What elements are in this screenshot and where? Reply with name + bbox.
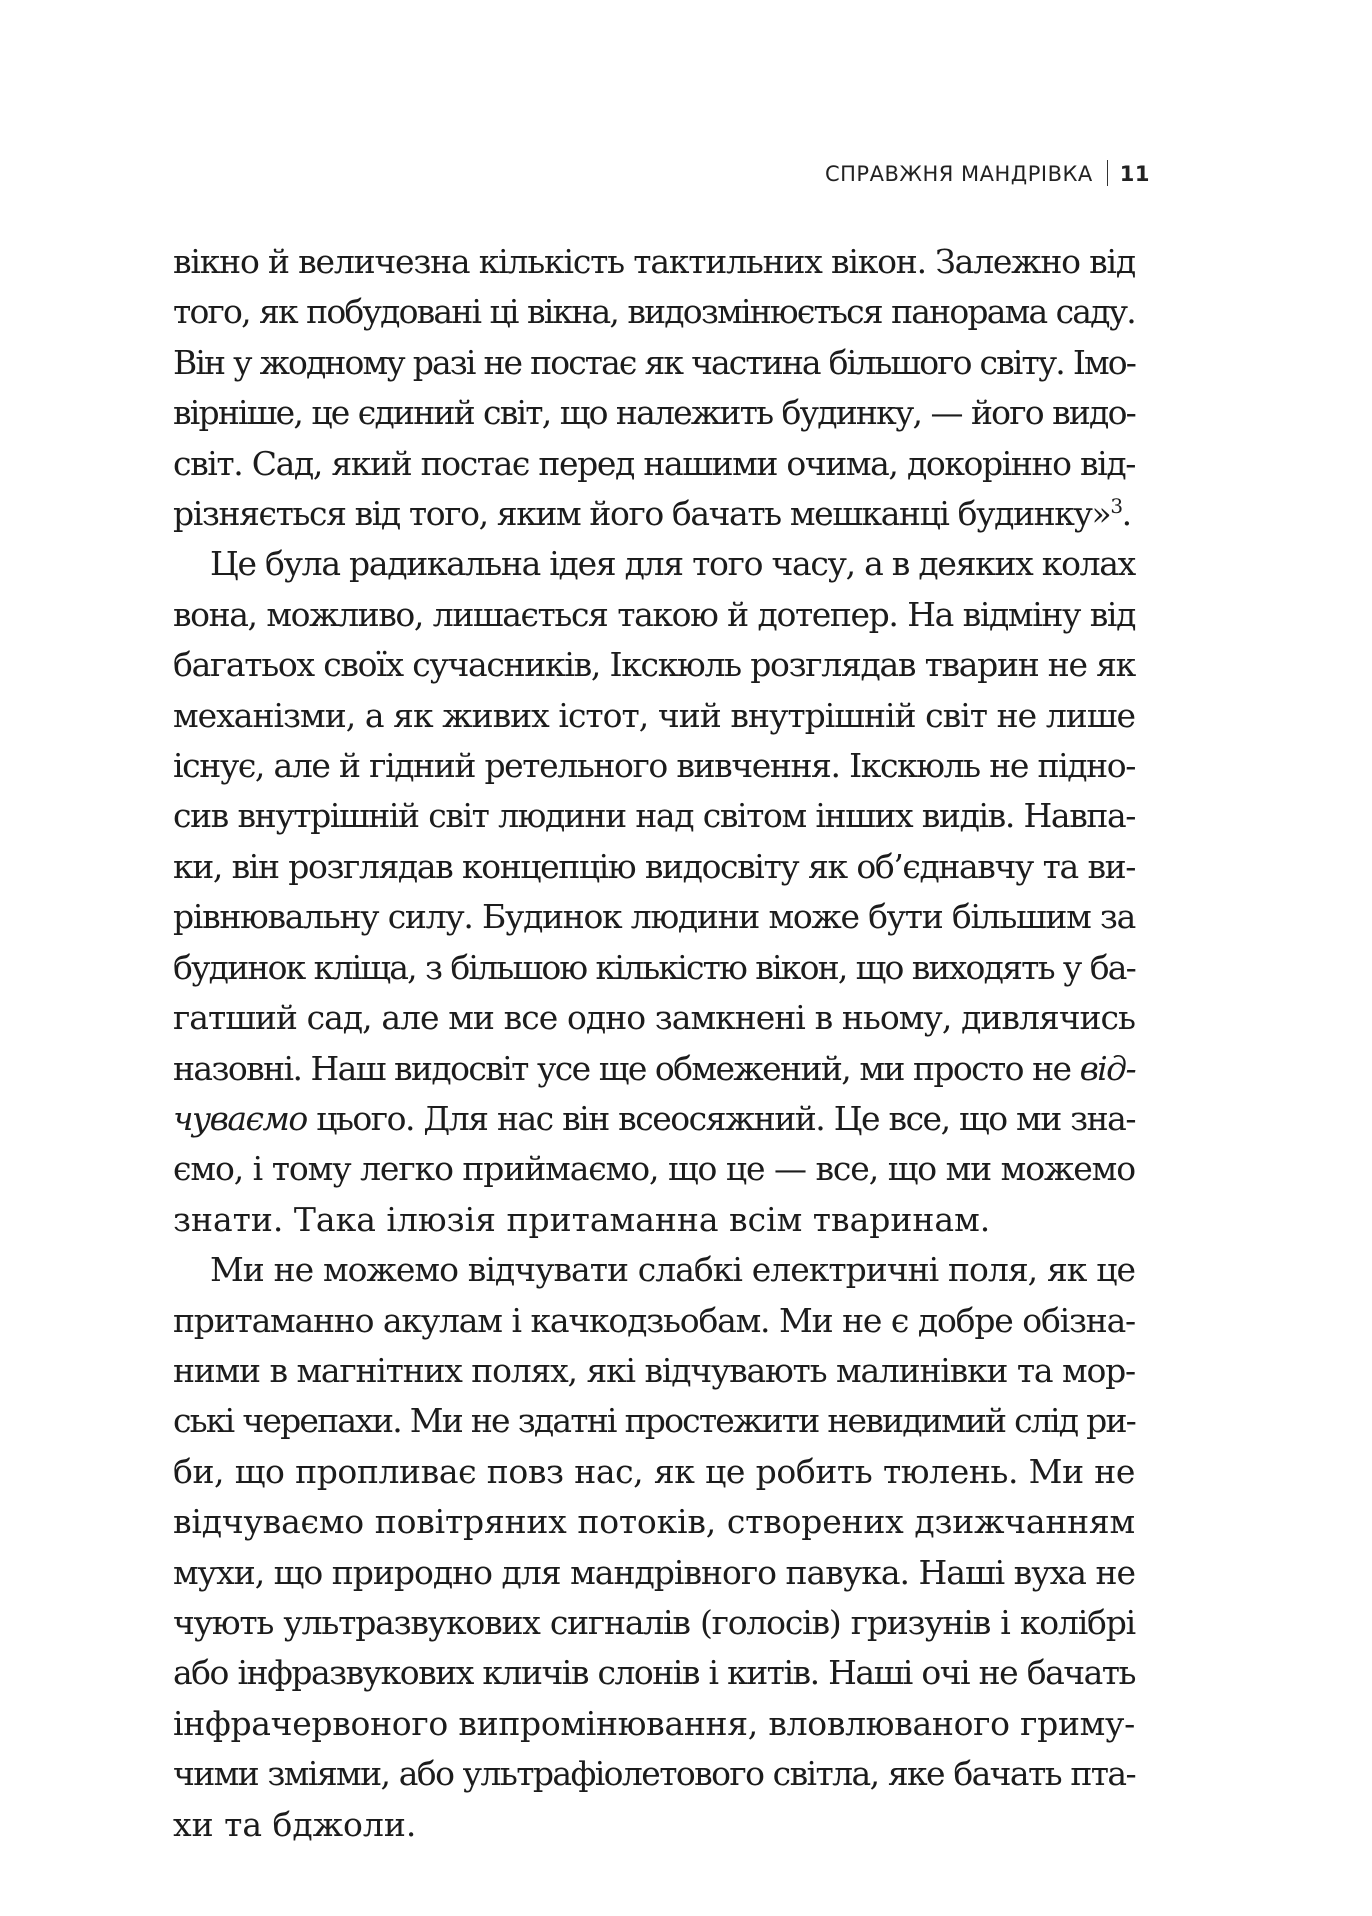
text-line — [173, 1044, 1135, 1094]
text-line: світ. Сад, який постає перед нашими очима, докорінно від- — [173, 443, 1135, 483]
text-line: вірніше, це єдиний світ, що належить будинку, — його видо- — [173, 393, 1135, 433]
page-number: 11 — [1119, 162, 1150, 186]
header-separator — [1107, 160, 1108, 186]
paragraph-1 — [173, 237, 1135, 539]
text-line: Ми не можемо відчувати слабкі електричні поля, як це — [210, 1250, 1135, 1290]
text-line: ські черепахи. Ми не здатні простежити невидимий слід ри- — [173, 1401, 1135, 1441]
text-line-content: цього. Для нас він всеосяжний. Це все, що ми зна- — [306, 1098, 1135, 1138]
text-line: Це була радикальна ідея для того часу, а в деяких колах — [210, 544, 1135, 584]
text-line: різняється від того, яким його бачать мешканці будинку»$^3$. — [173, 494, 1131, 534]
text-line: або інфразвукових кличів слонів і китів. Наші очі не бачать — [173, 1653, 1135, 1693]
text-line: відчуваємо повітряних потоків, створених дзижчанням — [173, 1502, 1135, 1542]
text-line: будинок кліща, з більшою кількістю вікон, що виходять у ба- — [173, 947, 1135, 987]
text-line: існує, але й гідний ретельного вивчення. Ікскюль не підно- — [173, 746, 1135, 786]
text-line: ки, він розглядав концепцію видосвіту як об’єднавчу та ви- — [173, 846, 1135, 886]
text-line: вона, можливо, лишається такою й дотепер. На відміну від — [173, 594, 1135, 634]
text-line: знати. Така ілюзія притаманна всім тваринам. — [173, 1199, 991, 1239]
footnote-reference: 3 — [1110, 494, 1122, 519]
text-line: чують ультразвукових сигналів (голосів) гризунів і колібрі — [173, 1602, 1135, 1642]
italic-text: від- — [1079, 1048, 1135, 1088]
body-text — [173, 237, 1135, 1850]
text-line: інфрачервоного випромінювання, вловлюваного гриму- — [173, 1703, 1135, 1743]
text-line: мухи, що природно для мандрівного павука. Наші вуха не — [173, 1552, 1135, 1592]
text-line: притаманно акулам і качкодзьобам. Ми не є добре обізна- — [173, 1300, 1135, 1340]
text-line: ємо, і тому легко приймаємо, що це — все, що ми можемо — [173, 1149, 1135, 1189]
text-line: чими зміями, або ультрафіолетового світла, яке бачать пта- — [173, 1754, 1135, 1794]
text-line: би, що пропливає повз нас, як це робить тюлень. Ми не — [173, 1451, 1135, 1491]
text-line: сив внутрішній світ людини над світом інших видів. Навпа- — [173, 796, 1135, 836]
text-line: рівнювальну силу. Будинок людини може бути більшим за — [173, 897, 1135, 937]
text-line: механізми, а як живих істот, чий внутрішній світ не лише — [173, 695, 1135, 735]
text-line: хи та бджоли. — [173, 1804, 417, 1844]
italic-text: чуваємо — [173, 1098, 307, 1138]
text-line — [173, 1094, 1135, 1144]
text-line: гатший сад, але ми все одно замкнені в ньому, дивлячись — [173, 998, 1135, 1038]
running-header — [825, 159, 1150, 189]
text-line-content: різняється від того, яким його бачать мешканці будинку» — [173, 494, 1111, 534]
text-line: багатьох своїх сучасників, Ікскюль розглядав тварин не як — [173, 645, 1135, 685]
text-line: вікно й величезна кількість тактильних вікон. Залежно від — [173, 242, 1135, 281]
text-line-content: назовні. Наш видосвіт усе ще обмежений, ми просто не — [173, 1048, 1080, 1088]
paragraph-3 — [173, 1245, 1135, 1850]
text-line: ними в магнітних полях, які відчувають малинівки та мор- — [173, 1350, 1135, 1390]
running-title: СПРАВЖНЯ МАНДРІВКА — [824, 162, 1093, 186]
paragraph-2 — [173, 539, 1135, 1245]
text-line: того, як побудовані ці вікна, видозмінюється панорама саду. — [173, 292, 1135, 332]
text-line: Він у жодному разі не постає як частина більшого світу. Імо- — [173, 342, 1135, 382]
